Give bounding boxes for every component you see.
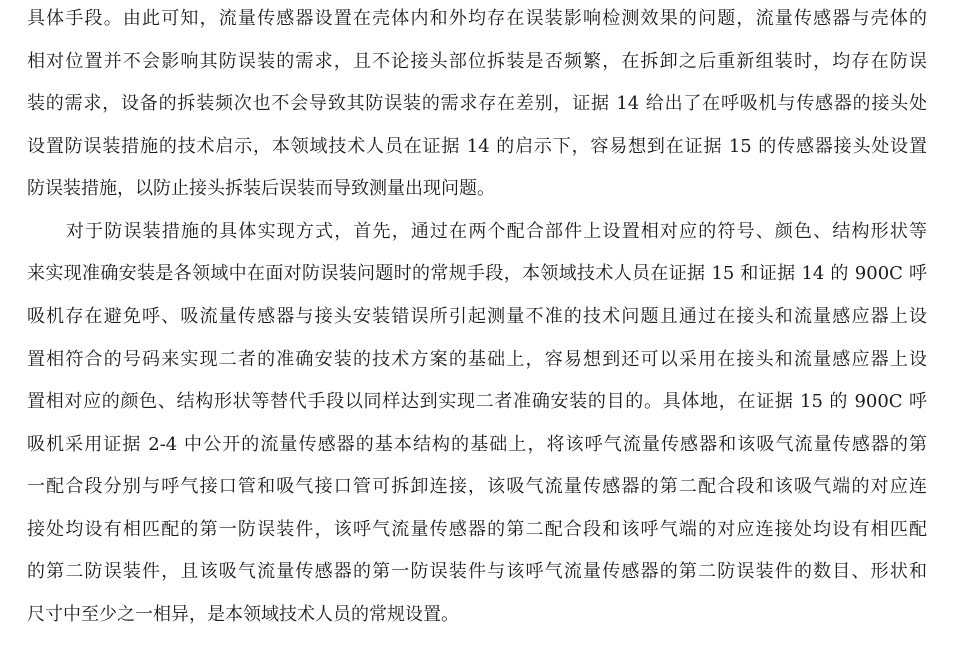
paragraph-2-line-7: 一配合段分别与呼气接口管和吸气接口管可拆卸连接，该吸气流量传感器的第二配合段和该吸气端的对应连 <box>27 476 927 497</box>
paragraph-2-line-5: 置相对应的颜色、结构形状等替代手段以同样达到实现二者准确安装的目的。具体地，在证据 15 的 900C 呼 <box>27 391 927 412</box>
paragraph-2-line-3: 吸机存在避免呼、吸流量传感器与接头安装错误所引起测量不准的技术问题且通过在接头和流量感应器上设 <box>27 306 927 327</box>
paragraph-2-line-2: 来实现准确安装是各领域中在面对防误装问题时的常规手段，本领域技术人员在证据 15 和证据 14 的 900C 呼 <box>27 263 927 284</box>
paragraph-1-line-3: 装的需求，设备的拆装频次也不会导致其防误装的需求存在差别，证据 14 给出了在呼吸机与传感器的接头处 <box>27 93 927 114</box>
paragraph-2-line-9: 的第二防误装件，且该吸气流量传感器的第一防误装件与该呼气流量传感器的第二防误装件的数目、形状和 <box>27 561 927 582</box>
paragraph-2-line-8: 接处均设有相匹配的第一防误装件，该呼气流量传感器的第二配合段和该呼气端的对应连接处均设有相匹配 <box>27 519 927 540</box>
paragraph-1-line-4: 设置防误装措施的技术启示，本领域技术人员在证据 14 的启示下，容易想到在证据 15 的传感器接头处设置 <box>27 136 927 157</box>
paragraph-1-line-5: 防误装措施，以防止接头拆装后误装而导致测量出现问题。 <box>27 178 495 199</box>
paragraph-1-line-2: 相对位置并不会影响其防误装的需求，且不论接头部位拆装是否频繁，在拆卸之后重新组装时，均存在防误 <box>27 51 927 72</box>
paragraph-2-line-10: 尺寸中至少之一相异，是本领域技术人员的常规设置。 <box>27 604 459 625</box>
paragraph-2-line-6: 吸机采用证据 2-4 中公开的流量传感器的基本结构的基础上，将该呼气流量传感器和该吸气流量传感器的第 <box>27 434 927 455</box>
paragraph-1-line-1: 具体手段。由此可知，流量传感器设置在壳体内和外均存在误装影响检测效果的问题，流量传感器与壳体的 <box>27 8 927 29</box>
paragraph-2-line-4: 置相符合的号码来实现二者的准确安装的技术方案的基础上，容易想到还可以采用在接头和流量感应器上设 <box>27 349 927 370</box>
paragraph-2-line-1: 对于防误装措施的具体实现方式，首先，通过在两个配合部件上设置相对应的符号、颜色、结构形状等 <box>66 221 927 242</box>
